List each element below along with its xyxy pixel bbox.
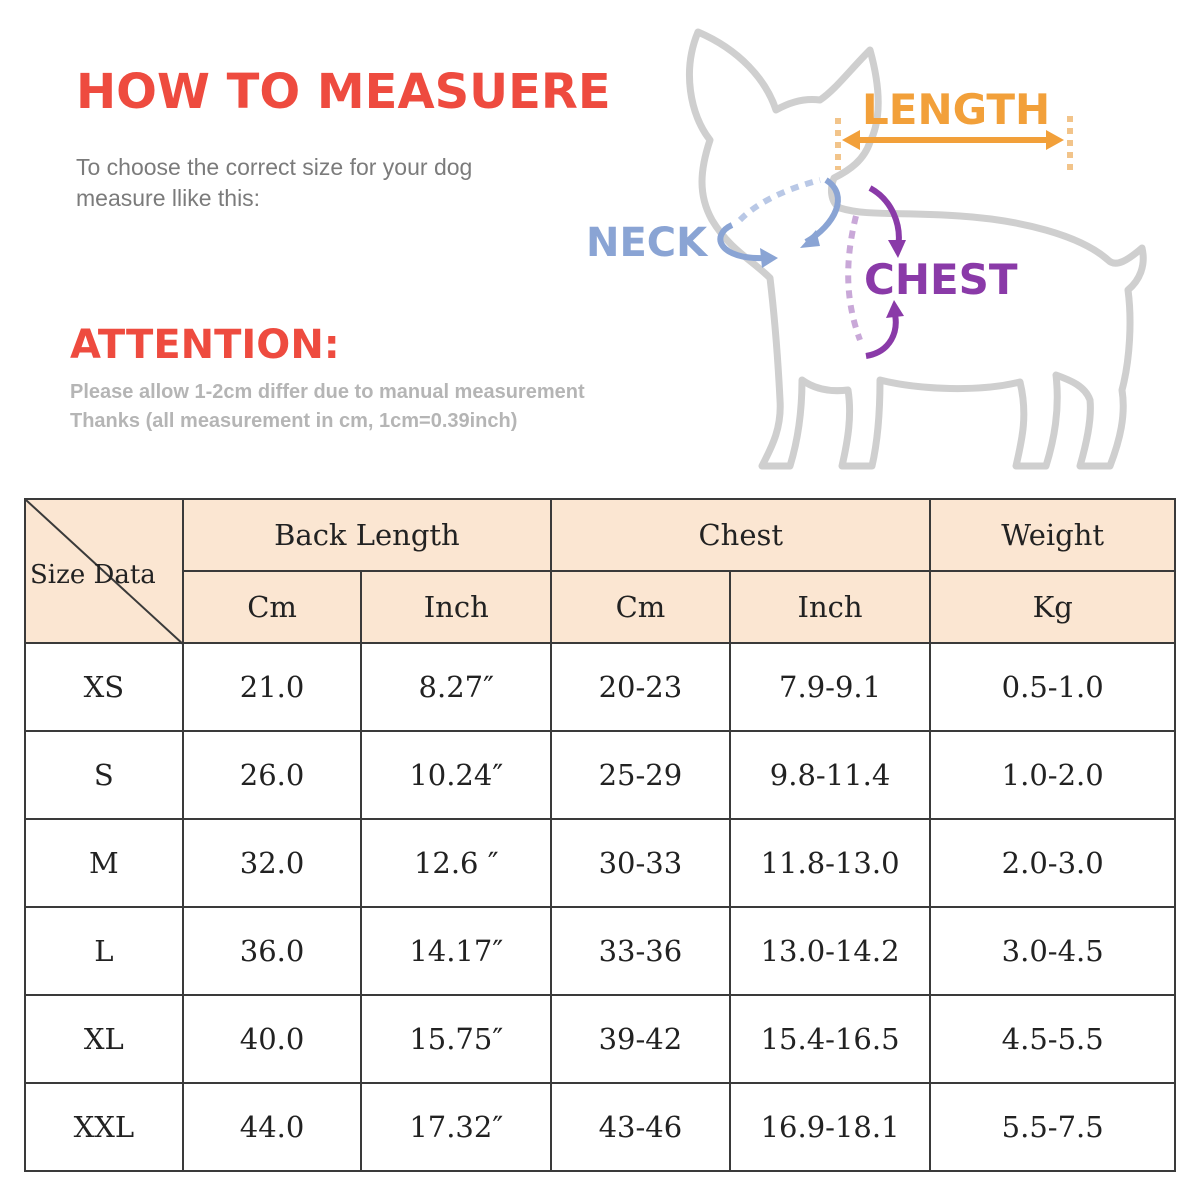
back-length-cm-cell: 40.0 <box>183 995 362 1083</box>
table-row <box>25 819 1175 907</box>
table-row <box>25 995 1175 1083</box>
back-length-inch-cell: 12.6 ″ <box>361 819 551 907</box>
unit-header: Cm <box>183 571 362 643</box>
page-title: HOW TO MEASUERE <box>76 64 611 120</box>
length-label: LENGTH <box>862 85 1051 134</box>
size-cell: XL <box>25 995 183 1083</box>
chest-inch-cell: 13.0-14.2 <box>730 907 931 995</box>
group-header-weight: Weight <box>930 499 1175 571</box>
neck-label: NECK <box>586 220 708 266</box>
group-header-chest: Chest <box>551 499 930 571</box>
back-length-inch-cell: 15.75″ <box>361 995 551 1083</box>
unit-header: Kg <box>930 571 1175 643</box>
chest-label: CHEST <box>864 255 1018 304</box>
table-unit-header-row <box>25 571 1175 643</box>
unit-header: Inch <box>361 571 551 643</box>
chest-inch-cell: 7.9-9.1 <box>730 643 931 731</box>
chest-cm-cell: 33-36 <box>551 907 730 995</box>
chest-inch-cell: 9.8-11.4 <box>730 731 931 819</box>
size-cell: XXL <box>25 1083 183 1171</box>
table-row <box>25 907 1175 995</box>
chest-inch-cell: 16.9-18.1 <box>730 1083 931 1171</box>
intro-text <box>76 152 536 214</box>
table-row <box>25 1083 1175 1171</box>
chest-cm-cell: 20-23 <box>551 643 730 731</box>
chest-cm-cell: 43-46 <box>551 1083 730 1171</box>
note-line-2: Thanks (all measurement in cm, 1cm=0.39inch) <box>70 410 518 432</box>
corner-label: Size Data <box>30 560 156 590</box>
weight-kg-cell: 0.5-1.0 <box>930 643 1175 731</box>
size-cell: M <box>25 819 183 907</box>
table-group-header-row <box>25 499 1175 571</box>
unit-header: Inch <box>730 571 931 643</box>
weight-kg-cell: 1.0-2.0 <box>930 731 1175 819</box>
table-row <box>25 643 1175 731</box>
table-corner-cell <box>25 499 183 643</box>
back-length-inch-cell: 17.32″ <box>361 1083 551 1171</box>
chest-cm-cell: 25-29 <box>551 731 730 819</box>
table-body <box>25 643 1175 1171</box>
size-chart-table <box>24 498 1176 1172</box>
intro-line-1: To choose the correct size for your dog <box>76 154 473 180</box>
back-length-cm-cell: 44.0 <box>183 1083 362 1171</box>
back-length-cm-cell: 36.0 <box>183 907 362 995</box>
chest-cm-cell: 30-33 <box>551 819 730 907</box>
back-length-inch-cell: 10.24″ <box>361 731 551 819</box>
back-length-cm-cell: 21.0 <box>183 643 362 731</box>
back-length-inch-cell: 8.27″ <box>361 643 551 731</box>
size-cell: XS <box>25 643 183 731</box>
size-cell: S <box>25 731 183 819</box>
size-cell: L <box>25 907 183 995</box>
attention-note <box>70 378 618 436</box>
back-length-cm-cell: 32.0 <box>183 819 362 907</box>
weight-kg-cell: 3.0-4.5 <box>930 907 1175 995</box>
weight-kg-cell: 2.0-3.0 <box>930 819 1175 907</box>
chest-inch-cell: 15.4-16.5 <box>730 995 931 1083</box>
chest-cm-cell: 39-42 <box>551 995 730 1083</box>
weight-kg-cell: 5.5-7.5 <box>930 1083 1175 1171</box>
group-header-back-length: Back Length <box>183 499 551 571</box>
back-length-inch-cell: 14.17″ <box>361 907 551 995</box>
back-length-cm-cell: 26.0 <box>183 731 362 819</box>
unit-header: Cm <box>551 571 730 643</box>
table-row <box>25 731 1175 819</box>
note-line-1: Please allow 1-2cm differ due to manual measurement <box>70 381 585 403</box>
neck-indicator <box>720 180 838 268</box>
attention-heading: ATTENTION: <box>70 322 340 368</box>
chest-inch-cell: 11.8-13.0 <box>730 819 931 907</box>
weight-kg-cell: 4.5-5.5 <box>930 995 1175 1083</box>
intro-line-2: measure llike this: <box>76 185 261 211</box>
dog-measurement-diagram <box>580 20 1180 490</box>
